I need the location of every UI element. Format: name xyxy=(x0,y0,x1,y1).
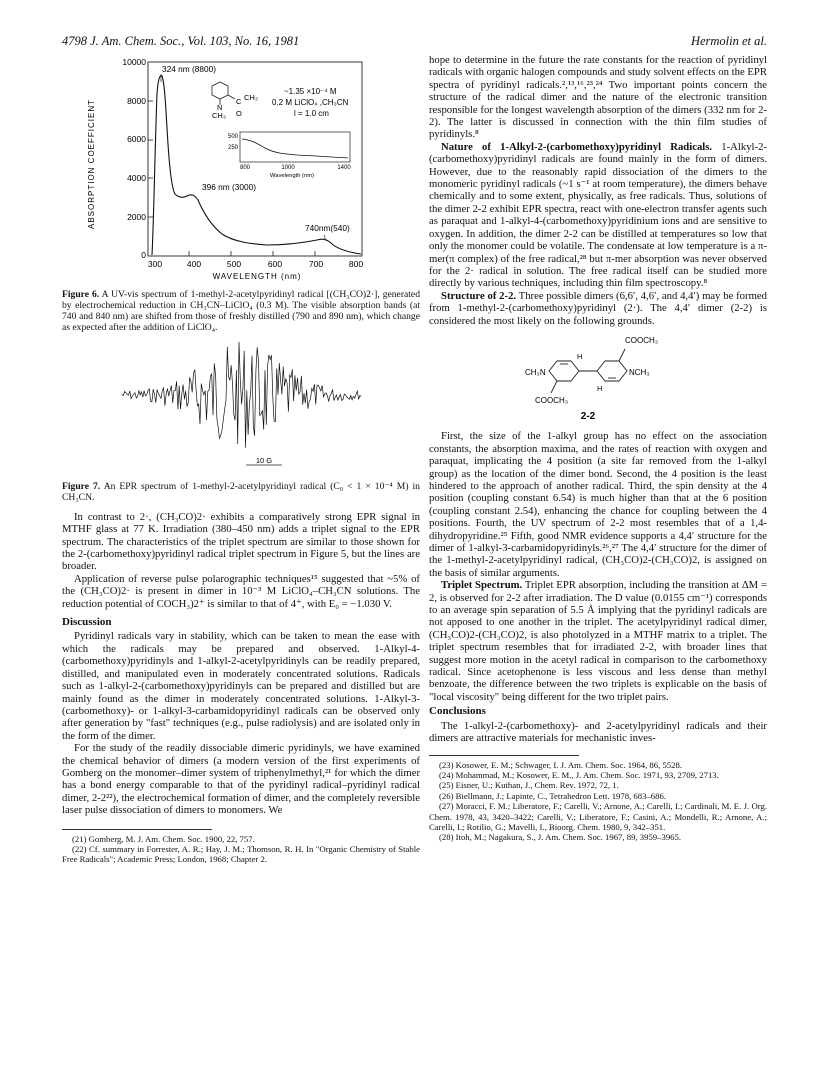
y-ticks xyxy=(122,57,146,260)
y-tick: 4000 xyxy=(127,173,146,183)
structure-o-label: O xyxy=(236,109,242,118)
structure-paragraph xyxy=(429,290,767,327)
body-paragraph: hope to determine in the future the rate constants for the reaction of pyridinyl radicals with organic halogen compounds and study solvent effects on the EPR spectra of pyridinyl radicals.²,¹³,¹⁶,²³,²⁴ Two important points concern the structure of the radical dimer and the nature of the electronic transition responsible for the longest wavelength absorption of the dimers (332 nm for 2-2). The latter is discussed in connection with the thin film studies of pyridinyls.⁸ xyxy=(429,54,767,141)
inset-x-label: Wavelength (nm) xyxy=(270,173,314,179)
inset-y-tick: 250 xyxy=(227,145,238,151)
structure-ch3-a: CH₃ xyxy=(244,93,258,102)
body-paragraph: In contrast to 2·, (CH₃CO)2· exhibits a comparatively strong EPR signal in MTHF glass at 77 K. Irradiation (380–450 nm) adds a triplet signal to the EPR spectrum. The characteristics of the triplet spectrum are similar to those shown for the 2-(carbomethoxy)pyridinyl radical triplet spectrum in Figure 5, but the lines are broader. xyxy=(62,510,420,573)
right-column xyxy=(429,54,767,843)
path-length-label: l = 1.0 cm xyxy=(294,109,329,118)
x-tick: 800 xyxy=(348,259,364,269)
nature-paragraph xyxy=(429,141,767,290)
x-axis-title: WAVELENGTH (nm) xyxy=(212,272,302,281)
reference: (24) Mohammad, M.; Kosower, E. M., J. Am. Chem. Soc. 1971, 93, 2709, 2713. xyxy=(439,769,719,780)
inset-x-tick: 1000 xyxy=(281,165,295,171)
concentration-label: ~1.35 ×10⁻⁴ M xyxy=(284,87,337,96)
running-header-right: Hermolin et al. xyxy=(690,34,767,48)
figure-7-label: Figure 7. xyxy=(62,480,101,492)
electrolyte-label: 0.2 M LiClO₄ ,CH₃CN xyxy=(272,98,349,107)
y-tick: 6000 xyxy=(127,134,146,144)
figure-6-label: Figure 6. xyxy=(62,289,100,301)
reference: (28) Itoh, M.; Nagakura, S., J. Am. Chem. Soc. 1967, 89, 3959–3965. xyxy=(439,832,682,843)
body-paragraph: For the study of the readily dissociable dimeric pyridinyls, we have examined the chemical behavior of dimers (a modern version of the first experiments of Gomberg on the monomer–dimer system of triphenylmethyl,²¹ for which the dimer has a bond energy comparable to that of the pyridinyl radical–pyridinyl radical dimer, 2-2²²), the electrochemical formation of dimer, and the completely reversible laser pulse dissociation of dimers to monomers. We xyxy=(62,742,420,817)
body-paragraph: Pyridinyl radicals vary in stability, which can be taken to mean the ease with which the radicals may be prepared and observed. 1-Alkyl-4-(carbomethoxy)pyridinyls and 1-alkyl-2-acetylpyridinyls can be readily prepared, distilled, and manipulated even in moderately concentrated solutions. Radicals such as 1-alkyl-2-(carbomethoxy)pyridinyls can be prepared and distilled but are mainly found as the dimer in moderately concentrated solutions. 1-Alkyl-3-(carbomethoxy)- or 1-alkyl-3-carbamidopyridinyl radicals can be observed only after generation by "fast" techniques (e.g., pulse radiolysis) and are isolated only in the form of the dimer. xyxy=(62,630,420,742)
inset-x-tick: 1400 xyxy=(337,165,351,171)
nature-heading: Nature of 1-Alkyl-2-(carbomethoxy)pyridinyl Radicals. xyxy=(441,140,713,153)
inset-chart xyxy=(228,132,351,179)
x-tick: 600 xyxy=(267,259,283,269)
dimer-right-n: NCH₃ xyxy=(629,367,650,377)
dimer-rings xyxy=(549,349,627,393)
epr-trace xyxy=(122,342,361,448)
x-tick: 400 xyxy=(186,259,202,269)
figure-6-caption xyxy=(62,289,420,333)
dimer-h-top: H xyxy=(577,351,583,361)
footnotes-left xyxy=(62,834,420,865)
footnotes-right xyxy=(429,760,767,843)
scale-bar-label: 10 G xyxy=(255,456,273,466)
peak-740-label: 740nm(540) xyxy=(305,223,350,233)
triplet-paragraph xyxy=(429,579,767,703)
reference: (22) Cf. summary in Forrester, A. R.; Hay, J. M.; Thomson, R. H. In "Organic Chemistry of Stable Free Radicals"; Academic Press; London, 1968; Chapter 2. xyxy=(62,843,420,865)
y-tick: 0 xyxy=(141,250,146,260)
acetylpyridinyl-structure xyxy=(212,82,235,105)
footnote-rule xyxy=(429,755,579,756)
structure-heading: Structure of 2-2. xyxy=(441,289,517,302)
y-tick: 2000 xyxy=(127,212,146,222)
reference: (26) Biellmann, J.; Lapinte, C., Tetrahedron Lett. 1978, 683–686. xyxy=(439,790,666,801)
figure-7-caption xyxy=(62,481,420,503)
inset-x-tick: 800 xyxy=(239,165,251,171)
y-axis-title: ABSORPTION COEFFICIENT xyxy=(87,98,96,230)
running-header-left: 4798 J. Am. Chem. Soc., Vol. 103, No. 16, 1981 xyxy=(62,34,300,48)
figure-7-caption-text: An EPR spectrum of 1-methyl-2-acetylpyridinyl radical (C₀ < 1 × 10⁻⁴ M) in CH₃CN. xyxy=(62,480,420,503)
reference: (27) Moracci, F. M.; Liberatore, F.; Carelli, V.; Arnone, A.; Carelli, I.; Cardinali, M. E. J. Org. Chem. 1978, 43, 3420–3422; Carelli, V.; Liberatore, F.; Casini, A.; Mondelli, R.; Arnone, A.; Carelli, I.; Rotilio, G.; Mavelli, I., Bioorg. Chem. 1980, 9, 342–351. xyxy=(429,801,767,832)
figure-6-uv-vis-chart xyxy=(62,54,420,286)
structure-n-label: N xyxy=(217,103,223,112)
inset-y-tick: 500 xyxy=(227,134,238,140)
x-ticks xyxy=(148,259,363,269)
peak-324-label: 324 nm (8800) xyxy=(162,64,216,74)
figure-7-epr-spectrum xyxy=(62,337,420,477)
reference: (21) Gomberg, M. J. Am. Chem. Soc. 1900, 22, 757. xyxy=(72,833,255,844)
peak-396-label: 396 nm (3000) xyxy=(202,182,256,192)
footnote-rule xyxy=(62,829,212,830)
dimer-2-2-structure xyxy=(429,327,767,423)
body-paragraph: Application of reverse pulse polarographic techniques¹⁵ suggested that ~5% of the (CH₃CO)2· is present in dimer in 10⁻³ M LiClO₄–CH₃CN solutions. The reduction potential of COCH₃)2⁺ is similar to that of 4⁺, with E₀ = −1.030 V. xyxy=(62,572,420,610)
conclusions-heading: Conclusions xyxy=(429,705,486,718)
structure-ch3-b: CH₃ xyxy=(212,111,226,120)
x-tick: 300 xyxy=(147,259,163,269)
structure-c-label: C xyxy=(236,97,242,106)
dimer-label: 2-2 xyxy=(580,410,596,422)
x-tick: 500 xyxy=(226,259,242,269)
structure-text: Three possible dimers (6,6′, 4,6′, and 4,4′) may be formed from 1-methyl-2-(carbomethoxy)pyridinyl (2·). The 4,4′ dimer (2-2) is considered the most likely on the following grounds. xyxy=(429,289,767,327)
triplet-heading: Triplet Spectrum. xyxy=(441,579,523,592)
reference: (23) Kosower, E. M.; Schwager, I. J. Am. Chem. Soc. 1964, 86, 5528. xyxy=(439,759,683,770)
dimer-bottom-substituent: COOCH₃ xyxy=(535,395,569,405)
x-tick: 700 xyxy=(308,259,324,269)
nature-text: 1-Alkyl-2-(carbomethoxy)pyridinyl radicals are found mainly in the form of dimers. However, due to the reasonably rapid dissociation of the dimers to the monomeric pyridinyl radicals (~1 s⁻¹ at room temperature), the dimers behave chemically and to some extent, physically, as free radicals. Thus, solutions of the dimer 2-2 exhibit EPR spectra, react with one-electron transfer agents such as paraquat and 1-alkyl-4-(carbomethoxy)pyridinium ions and are sensitive to oxygen. In addition, the dimer 2-2 can be distilled at temperatures so low that only the monomer could be volatile. The condensate at low temperature is a π-mer(π complex) of the free radical,²⁸ but π-mer absorption was never observed for the 2· radical in solution. The free radical itself can be studied more directly by various techniques, including thin film spectroscopy.⁸ xyxy=(429,140,767,290)
y-tick: 8000 xyxy=(127,96,146,106)
figure-6-caption-text: A UV-vis spectrum of 1-methyl-2-acetylpyridinyl radical [(CH₃CO)2·], generated by electrochemical reduction in CH₃CN–LiClO₄ (0.3 M). The visible absorption bands (at 740 and 840 nm) are shifted from those of freshly distilled (790 and 890 nm), which change as expected after the addition of LiClO₄. xyxy=(62,289,420,334)
dimer-left-n: CH₃N xyxy=(525,367,546,377)
body-paragraph: The 1-alkyl-2-(carbomethoxy)- and 2-acetylpyridinyl radicals and their dimers are attractive materials for mechanistic inves- xyxy=(429,719,767,745)
body-paragraph: First, the size of the 1-alkyl group has no effect on the association constants, the absorption maxima, and the rates of reaction with oxygen and paraquat, implicating the 4 position (a site far removed from the 1-alkyl group) as the location of the dimer bond. Second, the 4 position is the least hindered to the approach of another radical. Third, the spin density at the 4 position (coupling constant 6.54) is much higher than that at the 6 position (coupling constant 2.54), enhancing the chance for coupling between the 4 positions. Fourth, the UV spectrum of 2-2 most resembles that of a 1,4-dihydropyridine.²⁵ Fifth, good NMR evidence supports a 4,4′ structure for the dimer of 1-alkyl-3-carbamidopyridinyls.²⁶,²⁷ The 4,4′ structure for the dimer of the 1-methyl-2-acetylpyridinyl radical, (CH₃CO)2-(CH₃CO)2, is assigned on the basis of similar arguments. xyxy=(429,430,767,579)
y-tick: 10000 xyxy=(122,57,146,67)
discussion-heading: Discussion xyxy=(62,616,112,629)
dimer-top-substituent: COOCH₃ xyxy=(625,335,659,345)
reference: (25) Eisner, U.; Kuthan, J., Chem. Rev. 1972, 72, 1. xyxy=(439,780,619,791)
dimer-h-bottom: H xyxy=(597,383,603,393)
triplet-text: Triplet EPR absorption, including the transition at ΔM = 2, is observed for 2-2 after irradiation. The D value (0.0155 cm⁻¹) corresponds to an average spin separation of 5.5 Å implying that the pyridinyl radicals are not apposed to one another in the triplet. The acetylpyridinyl radical dimer, (CH₃CO)2-(CH₃CO)2, is also photolyzed in a MTHF matrix to a triplet. The triplet spectrum resembles that for irradiated 2-2, with broader lines that suggest more motion in the acetyl radical in comparison to the carbomethoxy radical. Since acetophenone is less viscous and less dense than methyl benzoate, the difference between the two triplets is explicable on the basis of "local viscosity" being different for the two triplet pairs. xyxy=(429,579,767,703)
left-column xyxy=(62,54,420,865)
